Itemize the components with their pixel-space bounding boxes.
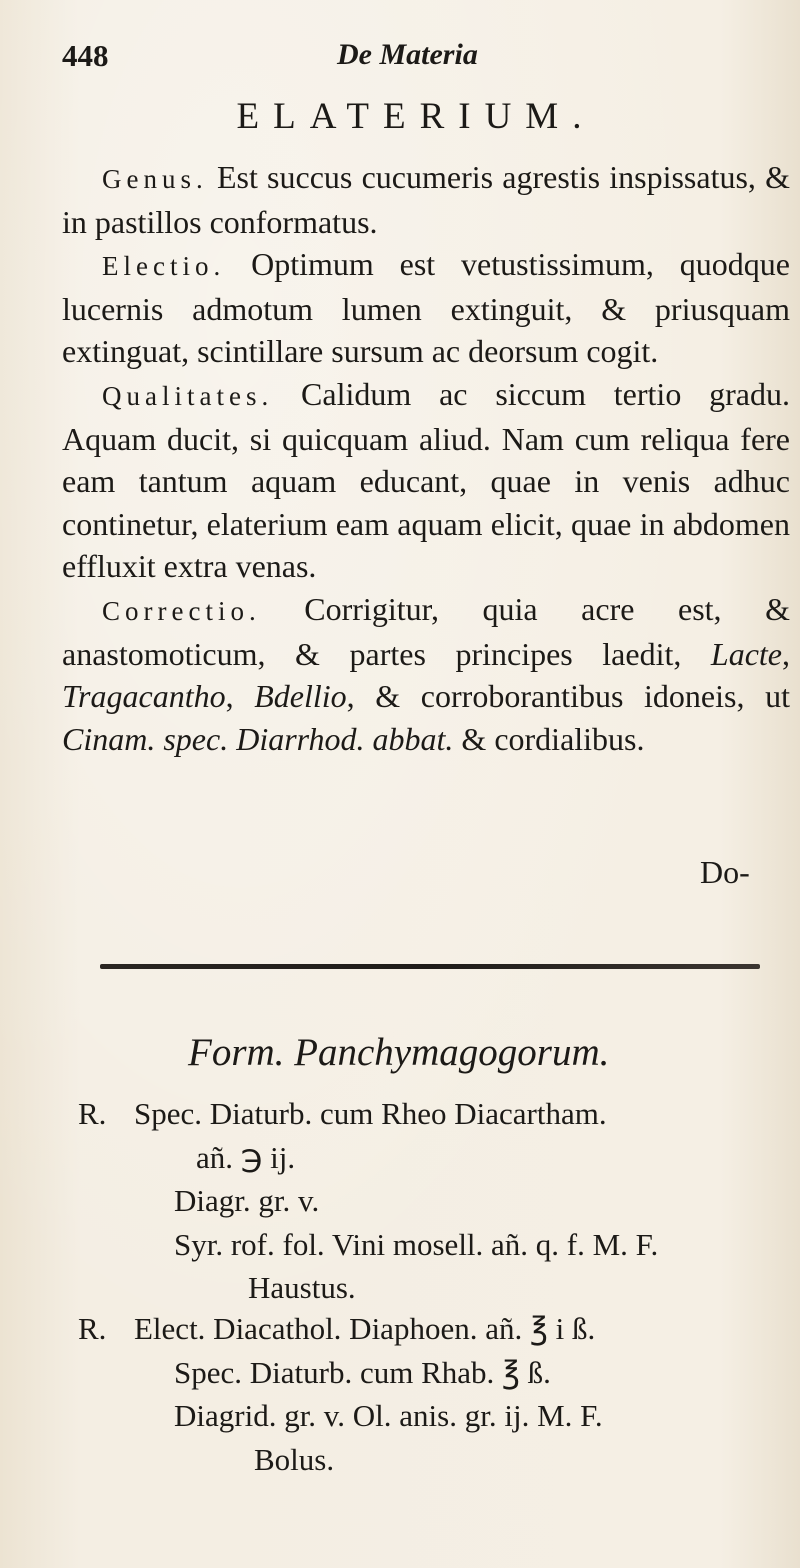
- paragraph-qualitates: [62, 373, 790, 588]
- main-text: [62, 156, 790, 760]
- recipe-1-line-1: [78, 1092, 658, 1136]
- text-bdellio: Bdellio: [254, 678, 347, 715]
- recipe-2-line-2: Spec. Diaturb. cum Rhab. ℥ ß.: [174, 1354, 551, 1390]
- recipe-1-line-4: Syr. rof. fol. Vini mosell. añ. q. f. M. F.: [174, 1226, 659, 1262]
- label-genus: Genus.: [102, 164, 208, 194]
- label-qualitates: Qualitates.: [102, 380, 274, 411]
- text-electio: Optimum est vetustissimum, quodque lucernis admotum lumen extinguit, & priusquam extinguat, scintillare sursum ac deorsum cogit.: [62, 246, 790, 370]
- recipe-1-line-5: Haustus.: [248, 1270, 356, 1305]
- recipe-2: [78, 1307, 603, 1481]
- recipe-1-line-2: añ. ℈ ij.: [196, 1139, 296, 1175]
- formula-title: Form. Panchymagogorum.: [188, 1031, 610, 1074]
- section-title: ELATERIUM.: [236, 96, 596, 137]
- text-sep2: ,: [225, 678, 255, 715]
- text-correctio-a: Corrigitur, quia acre est, & anastomoticum, & partes principes laedit,: [62, 590, 790, 672]
- running-head: De Materia: [337, 38, 478, 71]
- label-correctio: Correctio.: [102, 595, 261, 626]
- catchword: Do-: [700, 854, 750, 890]
- paragraph-electio: [62, 243, 790, 373]
- label-electio: Electio.: [102, 251, 226, 282]
- recipe-1: [78, 1092, 658, 1310]
- text-qualitates: Calidum ac siccum tertio gradu. Aquam ducit, si quicquam aliud. Nam cum reliqua fere eam tantum aquam educant, quae in venis adhuc continetur, elaterium eam aquam elicit, quae in abdomen effluxit extra venas.: [62, 375, 790, 585]
- recipe-2-rx: R.: [78, 1311, 107, 1346]
- text-lacte: Lacte: [710, 635, 782, 672]
- page-header: [62, 38, 732, 84]
- paragraph-genus: [62, 156, 790, 243]
- recipe-2-line-4: Bolus.: [254, 1441, 335, 1477]
- recipe-2-line-3: Diagrid. gr. v. Ol. anis. gr. ij. M. F.: [174, 1398, 603, 1433]
- pasted-slip-divider: [100, 964, 760, 969]
- text-sep1: ,: [782, 635, 790, 672]
- text-tragacantho: Tragacantho: [62, 678, 226, 715]
- recipe-2-line-1: [78, 1307, 603, 1351]
- recipe-1-line-3: Diagr. gr. v.: [174, 1183, 320, 1218]
- recipe-1-line-1-text: Spec. Diaturb. cum Rheo Diacartham.: [134, 1096, 607, 1131]
- text-correctio-c: & cordialibus.: [453, 720, 645, 757]
- text-correctio-b: , & corroborantibus idoneis, ut: [346, 678, 791, 715]
- text-genus: Est succus cucumeris agrestis inspissatus, & in pastillos conformatus.: [62, 159, 790, 240]
- text-cinam: Cinam. spec. Diarrhod. abbat.: [62, 720, 454, 757]
- recipe-1-rx: R.: [78, 1096, 107, 1131]
- paragraph-correctio: [62, 588, 790, 760]
- page-number: 448: [62, 38, 109, 73]
- recipe-2-line-1-text: Elect. Diacathol. Diaphoen. añ. ℥ i ß.: [134, 1311, 596, 1346]
